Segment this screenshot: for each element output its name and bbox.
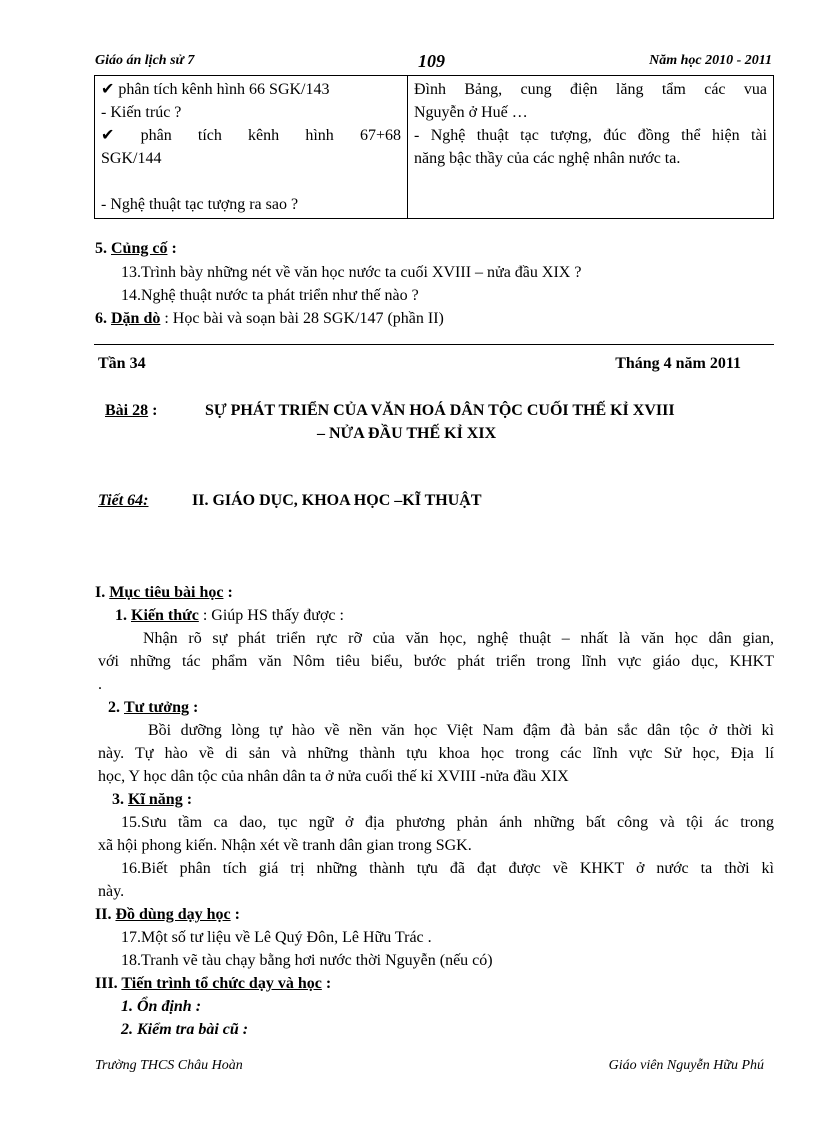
section-title: Kĩ năng xyxy=(128,791,183,808)
section-suffix: : xyxy=(182,791,193,808)
process-step: 2. Kiểm tra bài cũ : xyxy=(121,1021,249,1038)
footer-teacher: Giáo viên Nguyễn Hữu Phú xyxy=(608,1058,764,1073)
dan-do-text: : Học bài và soạn bài 28 SGK/147 (phần II) xyxy=(160,310,444,327)
paragraph-line: với những tác phẩm văn Nôm tiêu biểu, bước phát triển trong lĩnh vực giáo dục, KHKT xyxy=(98,653,774,670)
heading-title: Mục tiêu bài học xyxy=(109,584,224,601)
paragraph-line: Nhận rõ sự phát triển rực rỡ của văn học, nghệ thuật – nhất là văn học dân gian, xyxy=(143,630,774,647)
knowledge-heading xyxy=(115,607,344,625)
paragraph-line: học, Y học dân tộc của nhân dân ta ở nửa cuối thế kỉ XVIII -nửa đầu XIX xyxy=(98,768,569,785)
objectives-heading xyxy=(95,584,233,602)
table-cell-content xyxy=(408,76,774,219)
heading-prefix: II. xyxy=(95,906,116,923)
table-right-line: Nguyễn ở Huế … xyxy=(414,104,528,121)
heading-title: Đồ dùng dạy học xyxy=(115,906,231,923)
date-label: Tháng 4 năm 2011 xyxy=(615,355,741,372)
heading-suffix: : xyxy=(223,584,233,601)
lesson-title-line: – NỬA ĐẦU THẾ KỈ XIX xyxy=(317,425,497,442)
materials-heading xyxy=(95,906,240,924)
divider xyxy=(94,344,774,345)
paragraph-line: 16.Biết phân tích giá trị những thành tựu đã đạt được về KHKT ở nước ta thời kì xyxy=(121,860,774,877)
skills-heading xyxy=(112,791,192,809)
table-left-line: SGK/144 xyxy=(101,150,162,167)
header-school-year: Năm học 2010 - 2011 xyxy=(649,53,772,68)
table-left-line: ✔ phân tích kênh hình 67+68 xyxy=(101,127,401,144)
period-title: II. GIÁO DỤC, KHOA HỌC –KĨ THUẬT xyxy=(192,492,482,509)
section-title: Tư tưởng xyxy=(124,699,189,716)
list-item: 17.Một số tư liệu về Lê Quý Đôn, Lê Hữu Trác . xyxy=(121,929,432,946)
table-left-line: - Nghệ thuật tạc tượng ra sao ? xyxy=(101,196,299,213)
paragraph-line: 15.Sưu tầm ca dao, tục ngữ ở địa phương phản ánh những bất công và tội ác trong xyxy=(121,814,774,831)
section-number: 1. xyxy=(115,607,127,624)
list-item: 14.Nghệ thuật nước ta phát triển như thế nào ? xyxy=(121,287,419,304)
section-number: 2. xyxy=(108,699,120,716)
lesson-activity-table xyxy=(94,75,774,219)
process-heading xyxy=(95,975,331,993)
heading-suffix: : xyxy=(230,906,240,923)
table-right-line: năng bậc thầy của các nghệ nhân nước ta. xyxy=(414,150,681,167)
section-cung-co xyxy=(95,240,177,258)
process-step: 1. Ổn định : xyxy=(121,998,202,1015)
section-title: Củng cố xyxy=(111,240,168,257)
lesson-number: Bài 28 xyxy=(105,402,149,419)
section-suffix: : Giúp HS thấy được : xyxy=(198,607,344,624)
section-dan-do xyxy=(95,310,444,328)
lesson-label xyxy=(105,402,157,420)
list-item: 18.Tranh vẽ tàu chạy bằng hơi nước thời Nguyễn (nếu có) xyxy=(121,952,493,969)
section-title: Dặn dò xyxy=(111,310,161,327)
footer-school: Trường THCS Châu Hoàn xyxy=(95,1058,243,1073)
table-right-line: Đình Bảng, cung điện lăng tẩm các vua xyxy=(414,81,767,98)
paragraph-line: . xyxy=(98,676,102,693)
table-right-line: - Nghệ thuật tạc tượng, đúc đồng thể hiện tài xyxy=(414,127,767,144)
thought-heading xyxy=(108,699,198,717)
paragraph-line: xã hội phong kiến. Nhận xét về tranh dân gian trong SGK. xyxy=(98,837,472,854)
heading-suffix: : xyxy=(321,975,332,992)
section-title: Kiến thức xyxy=(131,607,199,624)
paragraph-line: Bồi dưỡng lòng tự hào về nền văn học Việt Nam đậm đà bản sắc dân tộc ở thời kì xyxy=(148,722,774,739)
section-number: 5. xyxy=(95,240,107,257)
paragraph-line: này. xyxy=(98,883,125,900)
header-subject: Giáo án lịch sử 7 xyxy=(95,53,195,68)
section-number: 3. xyxy=(112,791,124,808)
period-label: Tiết 64: xyxy=(98,492,149,509)
heading-prefix: III. xyxy=(95,975,122,992)
list-item: 13.Trình bày những nét về văn học nước ta cuối XVIII – nửa đầu XIX ? xyxy=(121,264,582,281)
table-left-line: - Kiến trúc ? xyxy=(101,104,182,121)
table-cell-activities xyxy=(95,76,408,219)
lesson-colon: : xyxy=(148,402,158,419)
week-label: Tần 34 xyxy=(98,355,146,372)
table-left-line: ✔ phân tích kênh hình 66 SGK/143 xyxy=(101,81,330,98)
section-colon: : xyxy=(167,240,177,257)
paragraph-line: này. Tự hào về di sản và những thành tựu khoa học trong các lĩnh vực Sử học, Địa lí xyxy=(98,745,774,762)
heading-prefix: I. xyxy=(95,584,110,601)
page-number: 109 xyxy=(418,51,445,71)
section-number: 6. xyxy=(95,310,107,327)
heading-title: Tiến trình tổ chức dạy và học xyxy=(121,975,322,992)
lesson-title-line: SỰ PHÁT TRIỂN CỦA VĂN HOÁ DÂN TỘC CUỐI THẾ KỈ XVIII xyxy=(205,402,675,419)
section-suffix: : xyxy=(188,699,199,716)
